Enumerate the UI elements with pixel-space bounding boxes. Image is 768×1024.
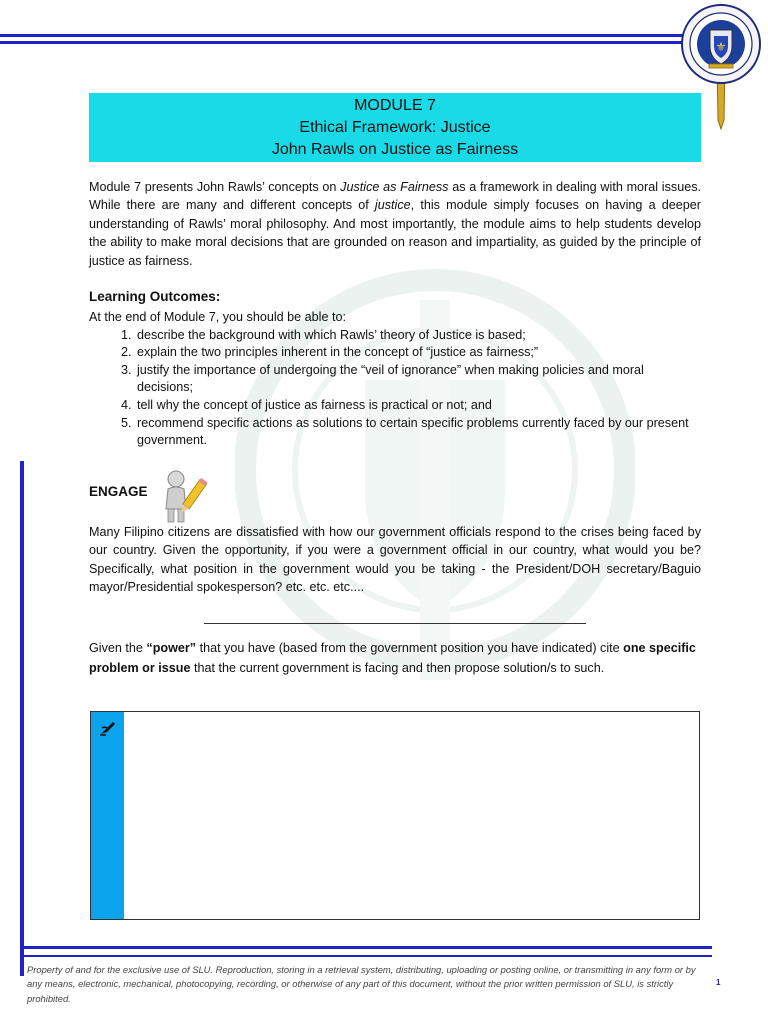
- header-rule-bottom: [0, 41, 712, 44]
- left-margin-bar: [20, 461, 24, 976]
- learning-outcomes-heading: Learning Outcomes:: [89, 289, 221, 304]
- footer-rule-top: [20, 946, 712, 949]
- intro-text-2: as a framework in dealing with moral issues. While there are many and different concepts of: [89, 180, 701, 213]
- outcome-item: 2. explain the two principles inherent in the concept of “justice as fairness;”: [135, 344, 701, 362]
- module-number: MODULE 7: [354, 97, 436, 114]
- svg-text:⚜: ⚜: [715, 40, 727, 54]
- module-title-band: [89, 93, 701, 162]
- prompt-text-1: Given the: [89, 641, 147, 655]
- answer-line: [204, 623, 586, 624]
- prompt-power: “power”: [146, 641, 197, 655]
- module-framework: Ethical Framework: Justice: [299, 119, 491, 136]
- outcome-item: 3. justify the importance of undergoing the “veil of ignorance” when making policies and moral decisions;: [135, 362, 701, 397]
- outcome-item: 5. recommend specific actions as solutions to certain specific problems currently faced by our present government.: [135, 415, 701, 450]
- outcomes-intro: At the end of Module 7, you should be able to:: [89, 310, 346, 324]
- module-subtitle: John Rawls on Justice as Fairness: [271, 141, 519, 158]
- copyright-notice: Property of and for the exclusive use of SLU. Reproduction, storing in a retrieval system, distributing, uploading or posting online, or transmitting in any form or by any means, electronic, mechanical, photocopying, recording, or otherwise of any part of this document, without the prior written permission of SLU, is strictly prohibited.: [27, 964, 696, 1004]
- outcome-item: 1. describe the background with which Rawls’ theory of Justice is based;: [135, 327, 701, 345]
- intro-text-3: , this module simply focuses on having a deeper understanding of Rawls’ moral philosophy. And most importantly, the module aims to help students develop the ability to make moral decisions that are grounded on reason and impartiality, as guided by the principle of justice as fairness.: [89, 198, 701, 268]
- engage-heading: ENGAGE: [89, 484, 148, 499]
- engage-prompt: [89, 638, 701, 678]
- page-number: 1: [716, 978, 721, 987]
- prompt-text-2: that you have (based from the government position you have indicated) cite: [196, 641, 624, 655]
- prompt-text-3: that the current government is facing and then propose solution/s to such.: [190, 661, 605, 675]
- answer-box[interactable]: [90, 711, 700, 920]
- answer-box-sidebar: [91, 712, 124, 919]
- outcome-item: 4. tell why the concept of justice as fairness is practical or not; and: [135, 397, 701, 415]
- thinking-figure-icon: [158, 469, 208, 525]
- intro-emphasis-1: Justice as Fairness: [340, 180, 449, 194]
- writing-hand-icon: [99, 720, 117, 736]
- engage-paragraph: Many Filipino citizens are dissatisfied with how our government officials respond to the crises being faced by our country. Given the opportunity, if you were a government official in our country, what would you be? Specifically, what position in the government would you be taking - the President/DOH secretary/Baguio mayor/Presidential spokesperson? etc. etc. etc....: [89, 525, 701, 595]
- intro-text-1: Module 7 presents John Rawls’ concepts on: [89, 180, 341, 194]
- intro-emphasis-2: justice: [374, 198, 411, 213]
- prompt-emphasis: one specific problem or issue: [89, 641, 696, 675]
- header-rule-top: [0, 34, 712, 37]
- intro-paragraph: [89, 178, 701, 270]
- learning-outcomes: [89, 309, 701, 450]
- outcomes-list: [89, 327, 701, 450]
- footer-rule-bottom: [20, 955, 712, 957]
